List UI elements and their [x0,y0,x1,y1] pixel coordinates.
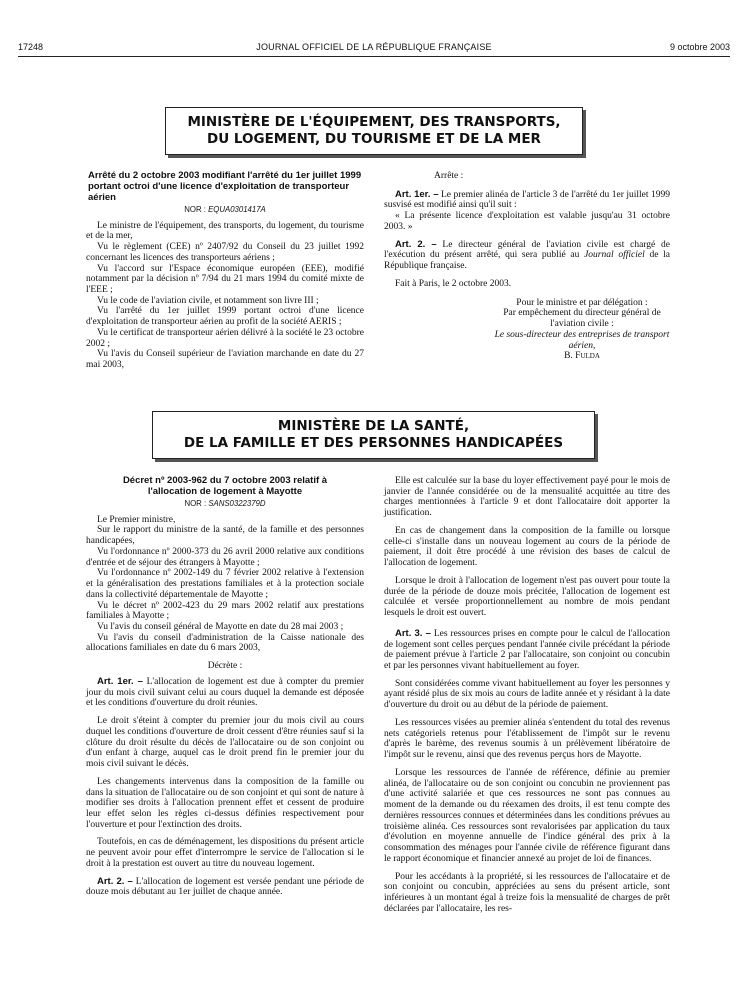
article-2 [384,240,670,272]
body-paragraph: Lorsque le droit à l'allocation de logement n'est pas ouvert pour toute la durée de la période de douze mois précitée, l'allocation de logement est calculée et versée proportionnellement au nombre de mois pendant lesquels le droit est ouvert. [384,575,670,619]
signature-line: Pour le ministre et par délégation : [516,297,648,308]
body-paragraph: Lorsque les ressources de l'année de référence, définie au premier alinéa, de l'allocataire ou de son conjoint ou concubin ne proviennent pas d'une activité salariée et que ces ressources ne sont pas connues au moment de la demande ou du réexamen des droits, il est tenu compte des dernières ressources connues et déterminées dans les conditions prévues au troisième alinéa. Ces ressources sont revalorisées par application du taux d'évolution en moyenne annuelle de l'indice général des prix à la consommation des ménages pour l'année civile de référence figurant dans le rapport économique et financier annexé au projet de loi de finances. [384,767,670,864]
article-3 [384,629,670,672]
article-text: Le premier alinéa de l'article 3 de l'arrêté du 1er juillet 1999 susvisé est modifié ainsi qu'il suit : [384,189,671,211]
body-paragraph: Elle est calculée sur la base du loyer effectivement payé pour le mois de janvier de l'année considérée ou de la mensualité acquittée au titre des charges mentionnées à l'article 9 et dont l'allocataire doit apporter la justification. [384,476,670,519]
visa-paragraph: Vu l'accord sur l'Espace économique européen (EEE), modifié notamment par la décision nº 7/94 du 21 mars 1994 du comité mixte de l'EEE ; [86,263,364,295]
signature-line: Le sous-directeur des entreprises de transport aérien, [494,329,670,351]
visa-paragraph: Vu le code de l'aviation civile, et notamment son livre III ; [97,295,319,306]
nor-label: NOR : [184,204,206,214]
article-1-quote: « La présente licence d'exploitation est valable jusqu'au 31 octobre 2003. » [384,211,670,232]
ministry-title-line: DE LA FAMILLE ET DES PERSONNES HANDICAPÉES [183,435,564,452]
article-1 [384,190,670,211]
visa-paragraph: Vu l'ordonnance nº 2000-373 du 26 avril 2000 relative aux conditions d'entrée et de séjour des étrangers à Mayotte ; [86,546,364,568]
ministry-sante-box [152,411,595,459]
page-number: 17248 [18,42,44,52]
signature-line: Par empêchement du directeur général de l'aviation civile : [503,308,661,330]
visa-paragraph: Vu le décret nº 2002-423 du 29 mars 2002 relatif aux prestations familiales à Mayotte ; [86,600,364,622]
article-text: L'allocation de logement est due à compter du premier jour du mois civil suivant celui au cours duquel la demande est déposée et les conditions d'ouverture du droit réunies. [86,676,364,709]
article-text: de la République française. [384,250,671,272]
nor-label: NOR : [184,498,207,508]
running-header [18,42,730,57]
body-paragraph: Les changements intervenus dans la composition de la famille ou dans la situation de l'allocataire ou de son conjoint et qui sont de nature à modifier ses droits à l'allocation prennent effet et cessent de produire leur effet selon les règles ci-dessus définies respectivement pour l'ouverture et pour l'extinction des droits. [86,776,364,830]
signatory-name: B. Fulda [564,351,600,362]
journal-title: JOURNAL OFFICIEL DE LA RÉPUBLIQUE FRANÇAISE [256,42,492,52]
decrete-word: Décrète : [207,661,243,672]
visa-paragraph: Le Premier ministre, [97,514,176,525]
body-paragraph: Sont considérées comme vivant habituellement au foyer les personnes y ayant résidé plus de six mois au cours de ladite année et y résidant à la date d'ouverture du droit ou au début de la période de paiement. [384,678,670,711]
issue-date: 9 octobre 2003 [669,42,730,52]
article-text: L'allocation de logement est versée pendant une période de douze mois débutant au 1er juillet de chaque année. [86,876,364,898]
decret-column-left [86,476,364,898]
article-label: Art. 1er. – [395,188,439,200]
visa-paragraph: Sur le rapport du ministre de la santé, de la famille et des personnes handicapées, [86,525,364,547]
body-paragraph: Pour les accédants à la propriété, si les ressources de l'allocataire et de son conjoint ou concubin, appréciées au sens du présent article, sont inférieures à un montant égal à treize fois la mensualité de charges de prêt déclarées par l'allocataire, les res- [384,871,670,914]
visa-paragraph: Vu l'ordonnance nº 2002-149 du 7 février 2002 relative à l'extension et la généralisation des prestations familiales et à la protection sociale dans la collectivité départementale de Mayotte ; [86,568,364,600]
nor-reference [86,500,364,509]
nor-code: SANS0322379D [208,498,266,508]
ministry-title-line: MINISTÈRE DE LA SANTÉ, [277,418,470,434]
visa-paragraph: Vu le certificat de transporteur aérien délivré à la société le 23 octobre 2002 ; [86,327,364,349]
article-text: Les ressources prises en compte pour le calcul de l'allocation de logement sont celles perçues pendant l'année civile précédant la période de paiement prévue à l'article 2 par l'allocataire, son conjoint ou concubin et par les personnes vivant habituellement au foyer. [384,628,670,672]
article-2 [86,877,364,898]
body-paragraph: Le droit s'éteint à compter du premier jour du mois civil au cours duquel les conditions d'ouverture de droit cessent d'être réunies sauf si la clôture du droit résulte du décès de l'allocataire ou de son conjoint ou d'un enfant à charge, auquel cas le droit prend fin le premier jour du mois civil suivant le décès. [86,716,364,770]
nor-code: EQUA0301417A [208,204,266,214]
article-1 [86,677,364,709]
nor-reference [86,206,364,215]
article-label: Art. 1er. – [97,675,143,687]
decret-column-right [384,476,670,914]
body-paragraph: Toutefois, en cas de déménagement, les dispositions du présent article ne peuvent avoir pour effet d'interrompre le service de l'allocation si le droit à la prestation est ouvert au titre du nouveau logement. [86,837,364,869]
visa-paragraph: Vu l'avis du conseil général de Mayotte en date du 28 mai 2003 ; [97,621,344,632]
article-label: Art. 2. – [395,238,437,250]
article-label: Art. 2. – [97,875,133,887]
body-paragraph: En cas de changement dans la composition de la famille ou lorsque celle-ci s'installe dans un nouveau logement au cours de la période de paiement, il doit être procédé à une révision des bases de calcul de l'allocation de logement. [384,525,670,569]
arrete-column-right [384,171,670,362]
body-paragraph: Les ressources visées au premier alinéa s'entendent du total des revenus nets catégoriels retenus pour l'établissement de l'impôt sur le revenu d'après le barème, des revenus soumis à un prélèvement libératoire de l'impôt sur le revenu, ainsi que des revenus perçus hors de Mayotte. [384,717,670,761]
ministry-equipement-box [165,107,583,155]
decret-title: Décret nº 2003-962 du 7 octobre 2003 relatif à l'allocation de logement à Mayotte [122,475,328,497]
visa-paragraph: Vu l'avis du conseil d'administration de la Caisse nationale des allocations familiales en date du 6 mars 2003, [86,632,364,654]
visa-paragraph: Vu le règlement (CEE) nº 2407/92 du Conseil du 23 juillet 1992 concernant les licences des transporteurs aériens ; [86,242,364,263]
article-label: Art. 3. – [395,627,431,639]
arrete-column-left [86,171,364,371]
visa-paragraph: Vu l'avis du Conseil supérieur de l'aviation marchande en date du 27 mai 2003, [86,349,364,371]
visa-paragraph: Le ministre de l'équipement, des transports, du logement, du tourisme et de la mer, [86,220,364,242]
ministry-title-line: MINISTÈRE DE L'ÉQUIPEMENT, DES TRANSPORTS, [187,114,561,130]
journal-reference: Journal officiel [584,250,645,261]
done-at: Fait à Paris, le 2 octobre 2003. [395,278,512,289]
arrete-title: Arrêté du 2 octobre 2003 modifiant l'arrêté du 1er juillet 1999 portant octroi d'une licence d'exploitation de transporteur aérien [88,170,362,203]
arrete-word: Arrête : [434,171,464,181]
visa-paragraph: Vu l'arrêté du 1er juillet 1999 portant octroi d'une licence d'exploitation de transporteur aérien au profit de la société AERIS ; [86,306,364,328]
ministry-title-line: DU LOGEMENT, DU TOURISME ET DE LA MER [207,131,541,148]
article-text: Le directeur général de l'aviation civile est chargé de l'exécution du présent arrêté, qui sera publié au [384,239,670,261]
